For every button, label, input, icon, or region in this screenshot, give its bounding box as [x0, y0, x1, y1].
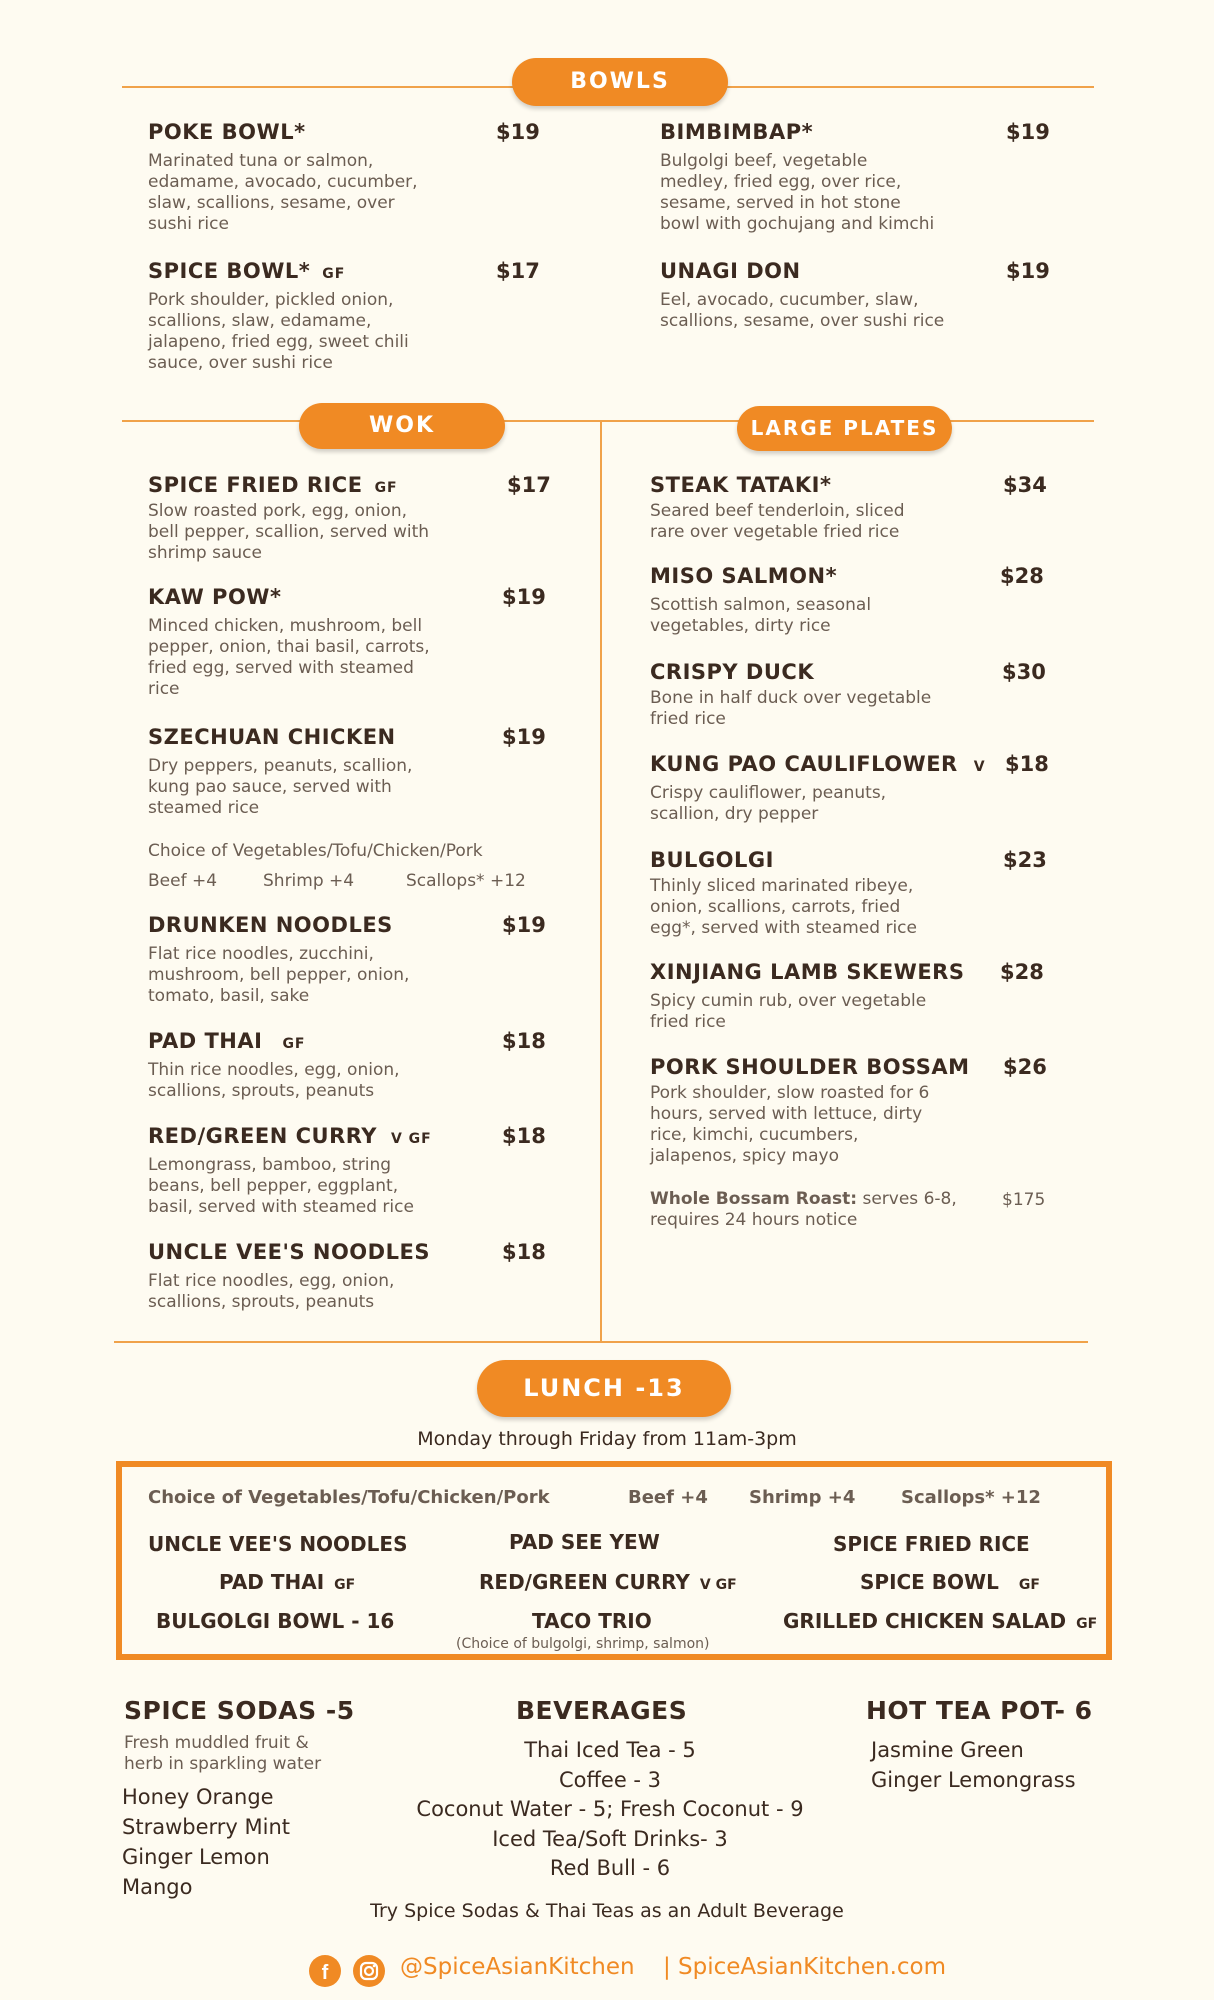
roast-label: Whole Bossam Roast:: [650, 1189, 858, 1209]
beverages-list: [380, 1736, 840, 1884]
menu-item: [148, 473, 551, 563]
menu-item: [148, 1124, 548, 1224]
adult-beverage-note: Try Spice Sodas & Thai Teas as an Adult Beverage: [370, 1900, 844, 1922]
addon-scallops: Scallops* +12: [406, 871, 526, 891]
soda-item: Mango: [122, 1875, 193, 1899]
menu-item: [650, 1055, 1060, 1175]
item-name: UNAGI DON: [660, 259, 801, 283]
item-description: Flat rice noodles, egg, onion, scallions, sprouts, peanuts: [148, 1271, 395, 1312]
choice-note: Choice of Vegetables/Tofu/Chicken/Pork: [148, 841, 483, 861]
item-description: Bulgolgi beef, vegetable medley, fried egg, over rice, sesame, served in hot stone bowl with gochujang and kimchi: [660, 151, 935, 234]
divider: [114, 1341, 1088, 1343]
item-description: Thinly sliced marinated ribeye, onion, scallions, carrots, fried egg*, served with steamed rice: [650, 876, 917, 938]
item-name: PAD THAI GF: [148, 1029, 306, 1053]
item-name: XINJIANG LAMB SKEWERS: [650, 960, 965, 984]
item-description: Scottish salmon, seasonal vegetables, dirty rice: [650, 595, 872, 636]
section-header-hot-tea: HOT TEA POT- 6: [866, 1696, 1093, 1725]
item-price: $17: [496, 259, 540, 283]
section-header-lunch: LUNCH -13: [477, 1360, 731, 1417]
item-name: PORK SHOULDER BOSSAM: [650, 1055, 970, 1079]
item-price: $23: [1003, 848, 1047, 872]
item-description: Eel, avocado, cucumber, slaw, scallions, sesame, over sushi rice: [660, 290, 945, 331]
beverage-item: Coffee - 3: [558, 1767, 662, 1792]
menu-item: [650, 752, 1060, 822]
item-description: Marinated tuna or salmon, edamame, avocado, cucumber, slaw, scallions, sesame, over sushi rice: [148, 151, 418, 234]
item-price: $19: [502, 725, 546, 749]
item-price: $26: [1003, 1055, 1047, 1079]
lunch-item: GRILLED CHICKEN SALAD GF: [783, 1609, 1098, 1633]
section-header-bowls: BOWLS: [512, 58, 728, 106]
item-description: Pork shoulder, slow roasted for 6 hours, served with lettuce, dirty rice, kimchi, cucumbers, jalapenos, spicy mayo: [650, 1083, 930, 1166]
menu-item: [148, 913, 548, 1013]
item-price: $34: [1003, 473, 1047, 497]
item-description: Lemongrass, bamboo, string beans, bell pepper, eggplant, basil, served with steamed rice: [148, 1155, 414, 1217]
item-price: $19: [502, 585, 546, 609]
section-header-beverages: BEVERAGES: [516, 1696, 688, 1725]
item-name: BULGOLGI: [650, 848, 774, 872]
item-price: $28: [1000, 960, 1044, 984]
menu-item: [650, 960, 1060, 1030]
item-price: $28: [1000, 564, 1044, 588]
tea-item: Ginger Lemongrass: [871, 1768, 1076, 1792]
item-name: UNCLE VEE'S NOODLES: [148, 1240, 430, 1264]
menu-item: [148, 585, 548, 705]
lunch-addon-beef: Beef +4: [628, 1487, 708, 1508]
roast-description: serves 6-8, requires 24 hours notice: [650, 1189, 957, 1230]
item-name: SZECHUAN CHICKEN: [148, 725, 396, 749]
beverage-item: Iced Tea/Soft Drinks- 3: [492, 1826, 728, 1851]
item-description: Thin rice noodles, egg, onion, scallions, sprouts, peanuts: [148, 1060, 400, 1101]
lunch-item: UNCLE VEE'S NOODLES: [148, 1532, 408, 1556]
menu-item: [650, 660, 1060, 730]
item-price: $18: [502, 1029, 546, 1053]
facebook-icon[interactable]: [309, 1955, 341, 1987]
column-divider: [600, 420, 602, 1342]
lunch-addon-shrimp: Shrimp +4: [749, 1487, 856, 1508]
item-name: KUNG PAO CAULIFLOWER V: [650, 752, 986, 776]
roast-price: $175: [1002, 1190, 1046, 1210]
item-price: $30: [1002, 660, 1046, 684]
item-name: DRUNKEN NOODLES: [148, 913, 393, 937]
item-name: SPICE FRIED RICE GF: [148, 473, 398, 497]
lunch-item: TACO TRIO: [532, 1609, 652, 1633]
lunch-hours: Monday through Friday from 11am-3pm: [417, 1428, 797, 1450]
item-price: $19: [502, 913, 546, 937]
item-name: POKE BOWL*: [148, 120, 306, 144]
footer-separator: |: [663, 1954, 671, 1980]
item-description: Pork shoulder, pickled onion, scallions, slaw, edamame, jalapeno, fried egg, sweet chili sauce, over sushi rice: [148, 290, 409, 373]
addon-shrimp: Shrimp +4: [263, 871, 355, 891]
menu-item: [148, 259, 538, 379]
item-price: $17: [507, 473, 551, 497]
item-description: Slow roasted pork, egg, onion, bell pepper, scallion, served with shrimp sauce: [148, 501, 430, 563]
beverage-item: Coconut Water - 5; Fresh Coconut - 9: [416, 1797, 804, 1821]
menu-item: [650, 564, 1060, 634]
item-price: $18: [502, 1124, 546, 1148]
item-price: $19: [1006, 120, 1050, 144]
svg-text:f: f: [321, 1962, 329, 1984]
menu-item: [148, 120, 538, 240]
section-header-spice-sodas: SPICE SODAS -5: [124, 1696, 355, 1725]
menu-item: [148, 1240, 548, 1320]
item-description: Seared beef tenderloin, sliced rare over vegetable fried rice: [650, 501, 905, 542]
social-handle[interactable]: @SpiceAsianKitchen: [400, 1954, 635, 1980]
item-name: STEAK TATAKI*: [650, 473, 832, 497]
item-price: $19: [1006, 259, 1050, 283]
item-name: CRISPY DUCK: [650, 660, 815, 684]
soda-item: Strawberry Mint: [122, 1815, 290, 1839]
item-description: Dry peppers, peanuts, scallion, kung pao sauce, served with steamed rice: [148, 756, 413, 818]
menu-item: [148, 725, 548, 818]
lunch-item: PAD SEE YEW: [509, 1530, 660, 1554]
item-description: Flat rice noodles, zucchini, mushroom, bell pepper, onion, tomato, basil, sake: [148, 944, 410, 1006]
menu-item: [650, 848, 1060, 938]
lunch-item: SPICE BOWL GF: [860, 1570, 1040, 1594]
sodas-description: Fresh muddled fruit & herb in sparkling water: [124, 1733, 322, 1774]
menu-item: [148, 1029, 548, 1109]
item-name: MISO SALMON*: [650, 564, 838, 588]
tea-item: Jasmine Green: [871, 1738, 1024, 1762]
section-header-wok: WOK: [299, 403, 505, 449]
item-name: SPICE BOWL* GF: [148, 259, 346, 283]
item-price: $18: [502, 1240, 546, 1264]
item-description: Bone in half duck over vegetable fried rice: [650, 688, 932, 729]
lunch-item: SPICE FRIED RICE: [833, 1532, 1030, 1556]
roast-note: [650, 1189, 1010, 1231]
addon-beef: Beef +4: [148, 871, 218, 891]
menu-item: [660, 259, 1050, 339]
lunch-item: BULGOLGI BOWL - 16: [156, 1609, 395, 1633]
lunch-choice: Choice of Vegetables/Tofu/Chicken/Pork: [148, 1487, 550, 1508]
item-name: KAW POW*: [148, 585, 282, 609]
website-link[interactable]: SpiceAsianKitchen.com: [678, 1954, 947, 1980]
soda-item: Ginger Lemon: [122, 1845, 270, 1869]
item-description: Spicy cumin rub, over vegetable fried rice: [650, 991, 927, 1032]
menu-item: [650, 473, 1060, 543]
item-description: Crispy cauliflower, peanuts, scallion, dry pepper: [650, 783, 887, 824]
instagram-icon[interactable]: [353, 1955, 385, 1987]
section-header-large-plates: LARGE PLATES: [737, 406, 952, 451]
soda-item: Honey Orange: [122, 1785, 274, 1809]
item-description: Minced chicken, mushroom, bell pepper, onion, thai basil, carrots, fried egg, served with steamed rice: [148, 616, 430, 699]
lunch-addon-scallops: Scallops* +12: [901, 1487, 1041, 1508]
item-price: $19: [496, 120, 540, 144]
beverage-item: Red Bull - 6: [549, 1856, 671, 1880]
beverage-item: Thai Iced Tea - 5: [524, 1738, 696, 1762]
lunch-item: RED/GREEN CURRY V GF: [479, 1570, 737, 1594]
menu-item: [660, 120, 1050, 240]
item-name: RED/GREEN CURRY V GF: [148, 1124, 432, 1148]
item-price: $18: [1005, 752, 1049, 776]
item-name: BIMBIMBAP*: [660, 120, 814, 144]
taco-note: (Choice of bulgolgi, shrimp, salmon): [456, 1636, 710, 1652]
lunch-item: PAD THAI GF: [219, 1570, 356, 1594]
